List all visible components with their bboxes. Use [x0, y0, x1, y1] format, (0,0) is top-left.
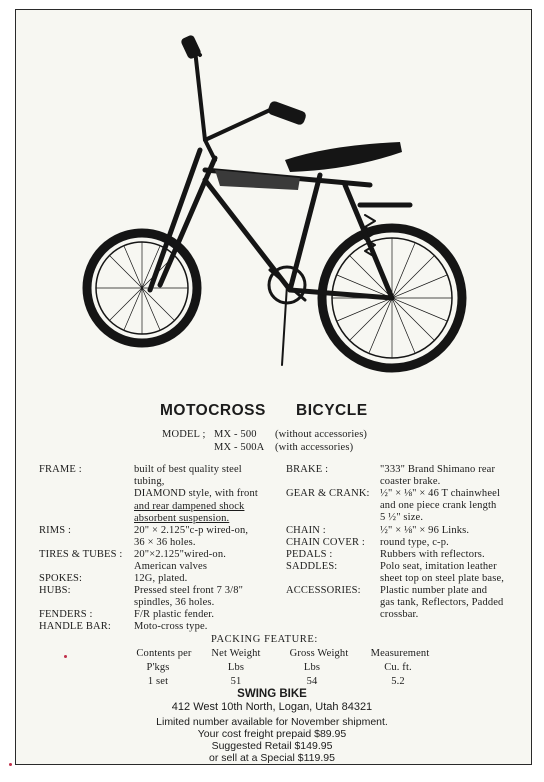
- packing-column-header: Contents per: [136, 648, 192, 659]
- spec-label-spokes: SPOKES:: [39, 573, 83, 584]
- offer-line: or sell at a Special $119.95: [209, 752, 335, 764]
- spec-value: American valves: [134, 561, 208, 572]
- spec-label-chain: CHAIN :: [286, 525, 326, 536]
- spec-value: absorbent suspension.: [134, 513, 230, 524]
- spec-value: Moto-cross type.: [134, 621, 208, 632]
- seller-name: SWING BIKE: [237, 688, 307, 700]
- spec-value: tubing,: [134, 476, 165, 487]
- packing-value: 54: [306, 676, 318, 687]
- spec-value: 12G, plated.: [134, 573, 188, 584]
- spec-value: round type, c-p.: [380, 537, 449, 548]
- spec-value: 20" × 2.125"c-p wired-on,: [134, 525, 249, 536]
- spec-label-chain-cover: CHAIN COVER :: [286, 537, 365, 548]
- packing-unit: P'kgs: [146, 662, 170, 673]
- spec-label-brake: BRAKE :: [286, 464, 329, 475]
- spec-label-accessories: ACCESSORIES:: [286, 585, 361, 596]
- product-title-right: BICYCLE: [296, 402, 368, 419]
- spec-label-rims: RIMS :: [39, 525, 72, 536]
- packing-unit: Lbs: [303, 662, 321, 673]
- model-code: MX - 500A: [214, 442, 265, 453]
- spec-value: gas tank, Reflectors, Padded: [380, 597, 504, 608]
- packing-column-header: Measurement: [370, 648, 430, 659]
- packing-column-header: Gross Weight: [289, 648, 349, 659]
- offer-line: Your cost freight prepaid $89.95: [197, 728, 347, 740]
- offer-line: Limited number available for November shipment.: [156, 716, 388, 728]
- packing-value: 1 set: [147, 676, 169, 687]
- spec-label-tires: TIRES & TUBES :: [39, 549, 123, 560]
- spec-value: built of best quality steel: [134, 464, 242, 475]
- packing-heading: PACKING FEATURE:: [211, 634, 318, 645]
- spec-value: Polo seat, imitation leather: [380, 561, 497, 572]
- spec-value: DIAMOND style, with front: [134, 488, 258, 499]
- spec-value: ½" × ⅛" × 96 Links.: [380, 525, 470, 536]
- model-note: (with accessories): [275, 442, 354, 453]
- packing-column-header: Net Weight: [211, 648, 261, 659]
- spec-label-gear: GEAR & CRANK:: [286, 488, 370, 499]
- packing-value: 5.2: [391, 676, 405, 687]
- spec-label-handlebar: HANDLE BAR:: [39, 621, 111, 632]
- spec-value: "333" Brand Shimano rear: [380, 464, 496, 475]
- spec-value: 5 ½" size.: [380, 512, 424, 523]
- ink-speck: [64, 655, 67, 658]
- model-code: MX - 500: [214, 429, 257, 440]
- spec-value: spindles, 36 holes.: [134, 597, 215, 608]
- spec-label-frame: FRAME :: [39, 464, 82, 475]
- spec-label-hubs: HUBS:: [39, 585, 71, 596]
- spec-value: Rubbers with reflectors.: [380, 549, 485, 560]
- packing-unit: Cu. ft.: [384, 662, 412, 673]
- spec-value: coaster brake.: [380, 476, 441, 487]
- model-note: (without accessories): [275, 429, 368, 440]
- spec-label-saddles: SADDLES:: [286, 561, 338, 572]
- spec-value: and rear dampened shock: [134, 501, 245, 512]
- offer-line: Suggested Retail $149.95: [211, 740, 333, 752]
- spec-value: F/R plastic fender.: [134, 609, 215, 620]
- spec-value: ½" × ⅛" × 46 T chainwheel: [380, 488, 501, 499]
- spec-value: 20"×2.125"wired-on.: [134, 549, 226, 560]
- spec-label-fenders: FENDERS :: [39, 609, 93, 620]
- ink-speck: [9, 763, 12, 766]
- seller-address: 412 West 10th North, Logan, Utah 84321: [171, 701, 373, 713]
- packing-value: 51: [230, 676, 242, 687]
- packing-unit: Lbs: [227, 662, 245, 673]
- spec-value: crossbar.: [380, 609, 419, 620]
- spec-value: sheet top on steel plate base,: [380, 573, 505, 584]
- model-label: MODEL ;: [162, 429, 206, 440]
- spec-value: and one piece crank length: [380, 500, 497, 511]
- spec-value: 36 × 36 holes.: [134, 537, 196, 548]
- spec-label-pedals: PEDALS :: [286, 549, 333, 560]
- spec-value: Plastic number plate and: [380, 585, 488, 596]
- product-title-left: MOTOCROSS: [160, 402, 266, 419]
- spec-value: Pressed steel front 7 3/8": [134, 585, 244, 596]
